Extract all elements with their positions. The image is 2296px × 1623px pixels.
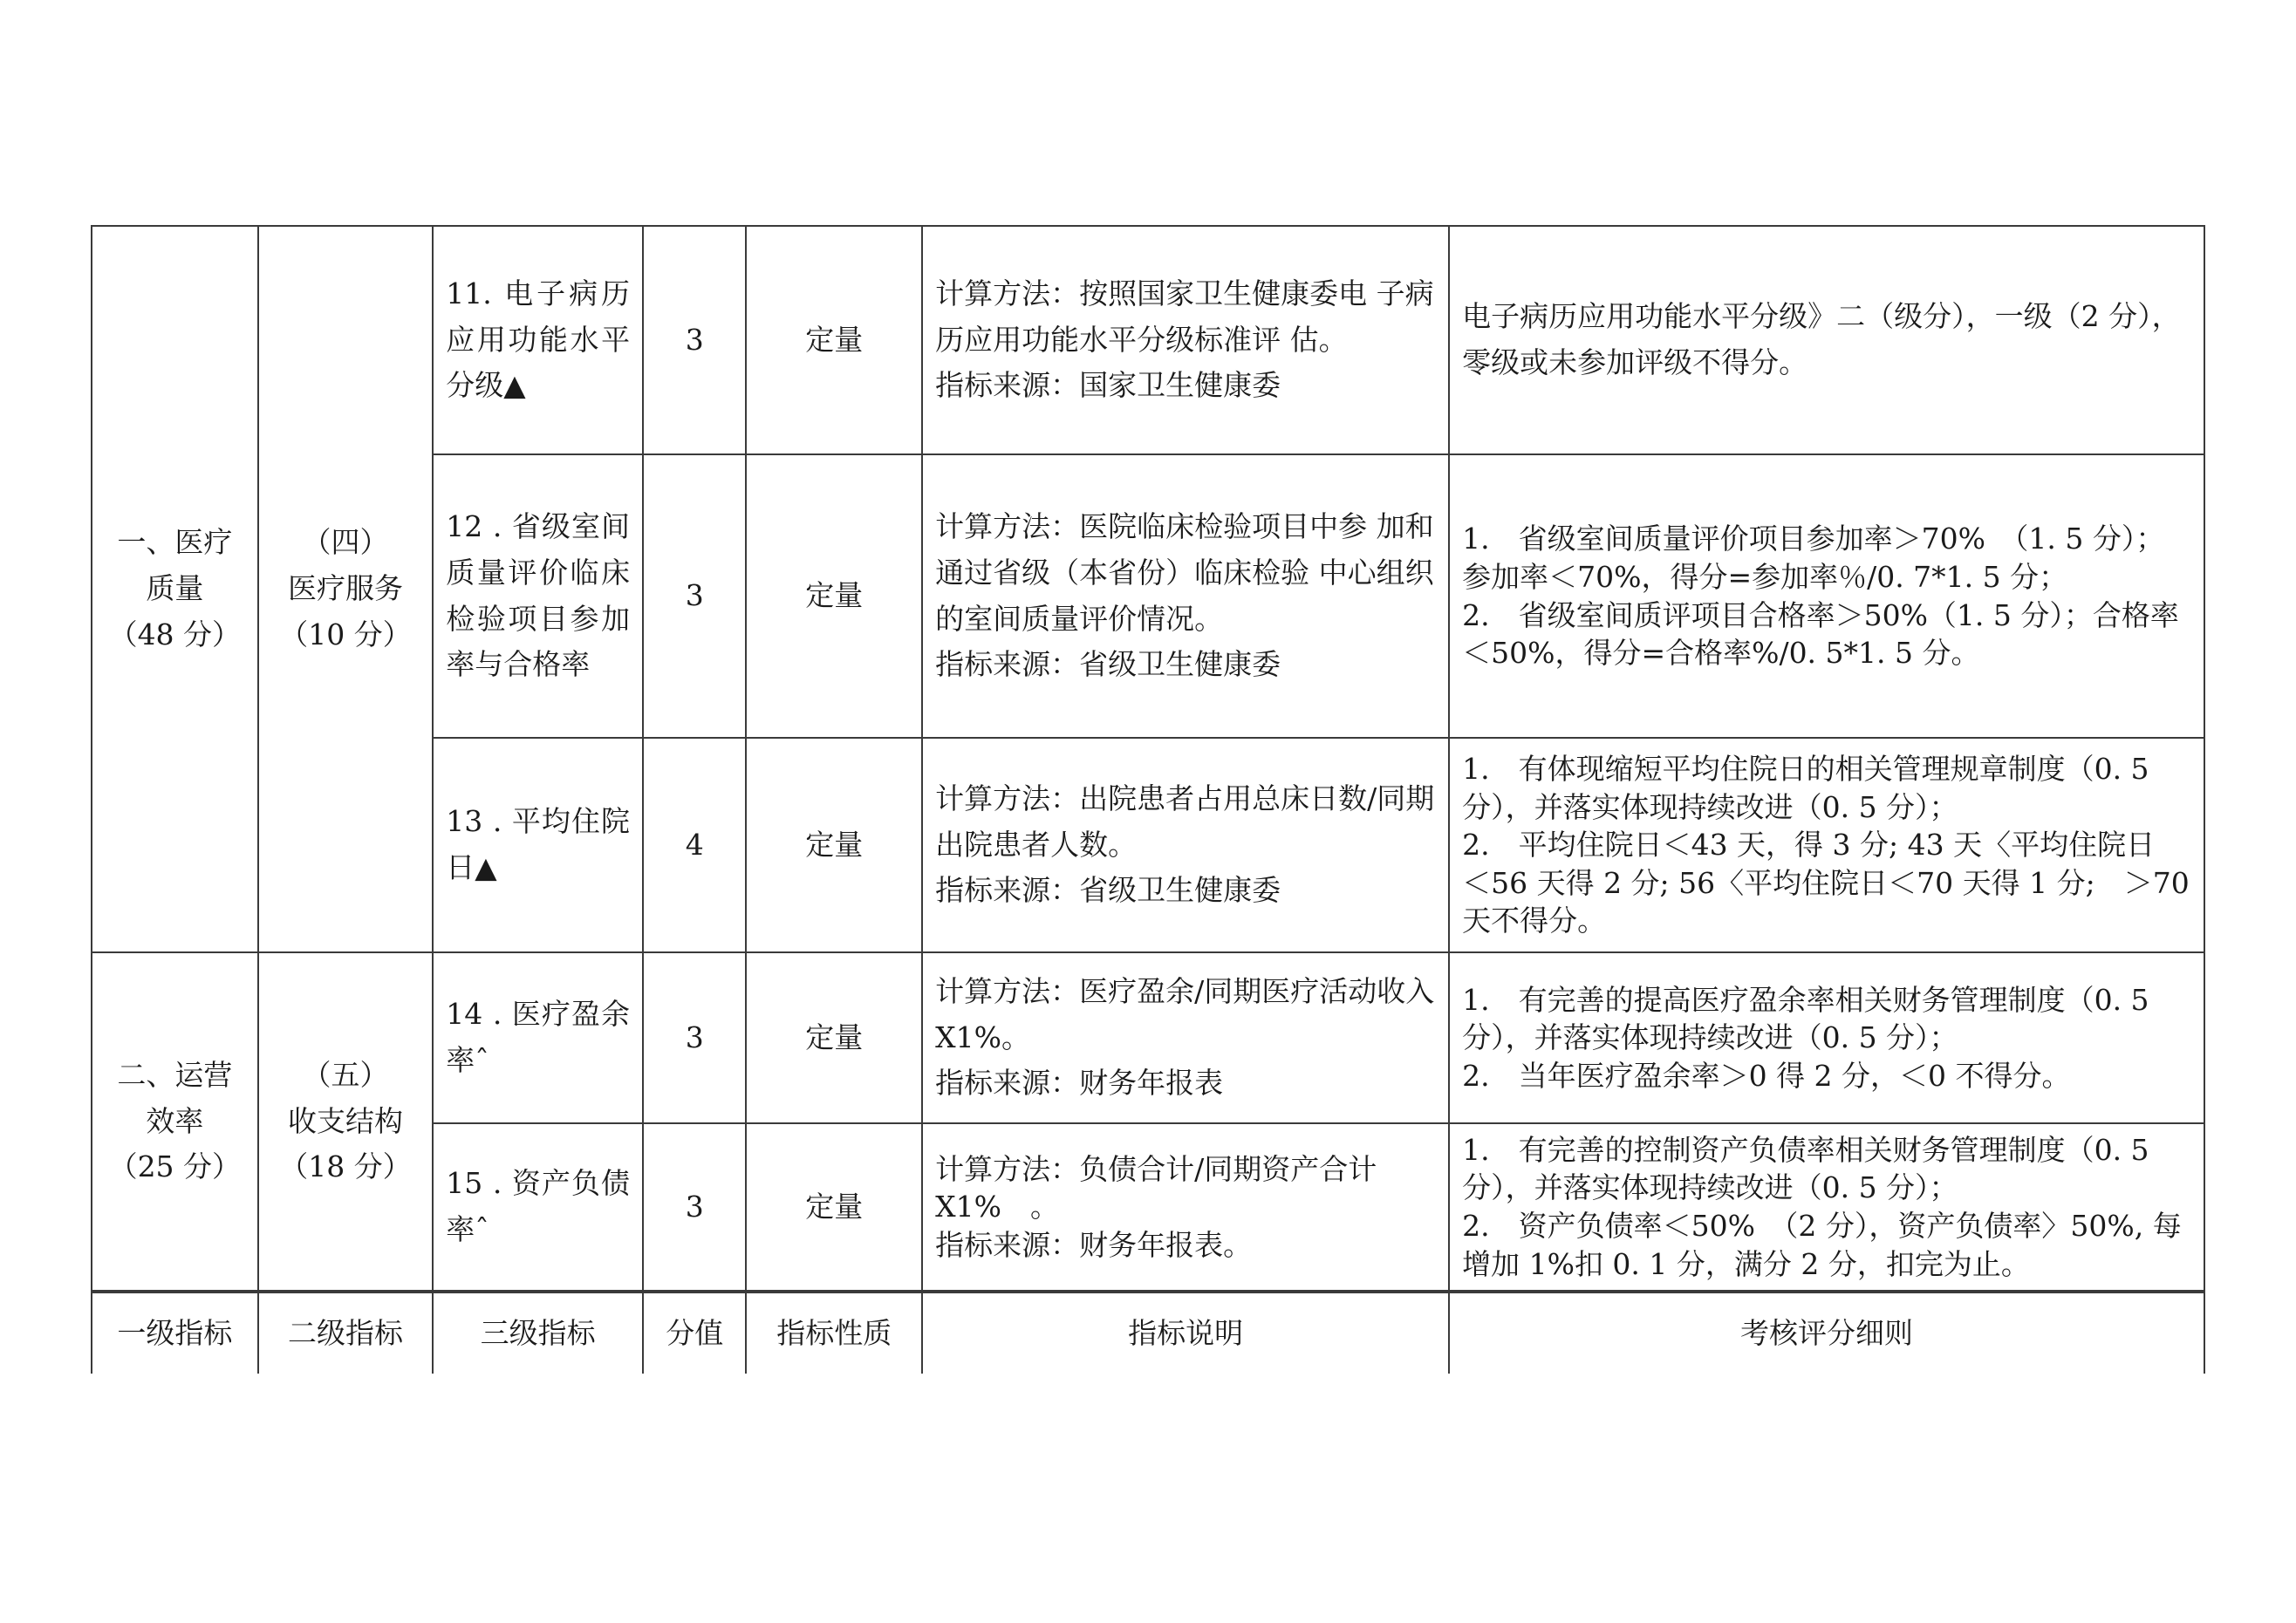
level3-cell: 13 . 平均住院日▲ <box>433 738 643 952</box>
header-row <box>92 1292 2204 1374</box>
score-cell: 3 <box>643 454 746 738</box>
calc-method-text: 计算方法：负债合计/同期资产合计 X1% 。 <box>935 1151 1377 1224</box>
source-text: 指标来源：国家卫生健康委 <box>935 368 1281 403</box>
rule-text: 1. 有完善的提高医疗盈余率相关财务管理制度（0. 5 分），并落实体现持续改进（0. 5 分）； <box>1462 982 2149 1055</box>
source-text: 指标来源：财务年报表。 <box>935 1227 1253 1262</box>
source-text: 指标来源：省级卫生健康委 <box>935 873 1281 908</box>
level3-cell: 12 . 省级室间质量评价临床检验项目参加率与合格率 <box>433 454 643 738</box>
header-description: 指标说明 <box>922 1292 1449 1374</box>
calc-method-text: 计算方法：医院临床检验项目中参 加和通过省级（本省份）临床检验 中心组织的室间质量评价情况。 <box>935 508 1434 636</box>
nature-cell: 定量 <box>746 952 922 1123</box>
rules-cell <box>1449 738 2204 952</box>
source-text: 指标来源：财务年报表 <box>935 1066 1224 1101</box>
header-level1: 一级指标 <box>92 1292 258 1374</box>
rules-cell <box>1449 226 2204 454</box>
rule-text: 1. 有体现缩短平均住院日的相关管理规章制度（0. 5 分），并落实体现持续改进（0. 5 分）； <box>1462 752 2149 824</box>
nature-cell: 定量 <box>746 226 922 454</box>
description-cell <box>922 226 1449 454</box>
rule-text: 1. 有完善的控制资产负债率相关财务管理制度（0. 5 分），并落实体现持续改进（0. 5 分）； <box>1462 1132 2149 1205</box>
rule-text: 2. 平均住院日＜43 天，得 3 分; 43 天〈平均住院日 ＜56 天得 2 分; 56〈平均住院日＜70 天得 1 分; ＞70 天不得分。 <box>1462 828 2190 938</box>
level3-cell: 15 . 资产负债率ˆ <box>433 1123 643 1292</box>
rules-cell <box>1449 952 2204 1123</box>
rule-text: 2. 当年医疗盈余率＞0 得 2 分，＜0 不得分。 <box>1462 1058 2071 1093</box>
level1-cell: 一、医疗 质量 （48 分） <box>92 226 258 952</box>
rule-text: 1. 省级室间质量评价项目参加率＞70% （1. 5 分）；参加率＜70%，得分=参加率％/0. 7*1. 5 分； <box>1462 522 2165 594</box>
score-cell: 3 <box>643 952 746 1123</box>
header-score: 分值 <box>643 1292 746 1374</box>
calc-method-text: 计算方法：按照国家卫生健康委电 子病历应用功能水平分级标准评 估。 <box>935 276 1434 357</box>
header-level3: 三级指标 <box>433 1292 643 1374</box>
rules-cell <box>1449 1123 2204 1292</box>
level3-cell: 14 . 医疗盈余率ˆ <box>433 952 643 1123</box>
calc-method-text: 计算方法：出院患者占用总床日数/同期出院患者人数。 <box>935 781 1435 862</box>
table-row <box>92 226 2204 454</box>
description-cell <box>922 454 1449 738</box>
score-cell: 4 <box>643 738 746 952</box>
rule-text: 2. 资产负债率＜50% （2 分），资产负债率〉50%, 每增加 1%扣 0. 1 分，满分 2 分，扣完为止。 <box>1462 1209 2182 1281</box>
nature-cell: 定量 <box>746 738 922 952</box>
description-cell <box>922 738 1449 952</box>
rule-text: 2. 省级室间质评项目合格率＞50%（1. 5 分）；合格率＜50%，得分=合格率%/0. 5*1. 5 分。 <box>1462 597 2179 671</box>
level1-cell: 二、运营 效率 （25 分） <box>92 952 258 1292</box>
table-row <box>92 952 2204 1123</box>
header-level2: 二级指标 <box>258 1292 434 1374</box>
calc-method-text: 计算方法：医疗盈余/同期医疗活动收入 X1%。 <box>935 973 1435 1054</box>
nature-cell: 定量 <box>746 1123 922 1292</box>
rule-text: 电子病历应用功能水平分级》二（级分），一级（2 分），零级或未参加评级不得分。 <box>1462 299 2181 379</box>
nature-cell: 定量 <box>746 454 922 738</box>
description-cell <box>922 952 1449 1123</box>
header-rules: 考核评分细则 <box>1449 1292 2204 1374</box>
source-text: 指标来源：省级卫生健康委 <box>935 647 1281 682</box>
level3-cell: 11. 电子病历应用功能水平分级▲ <box>433 226 643 454</box>
header-nature: 指标性质 <box>746 1292 922 1374</box>
level2-cell: （四） 医疗服务 （10 分） <box>258 226 434 952</box>
score-cell: 3 <box>643 1123 746 1292</box>
score-cell: 3 <box>643 226 746 454</box>
rules-cell <box>1449 454 2204 738</box>
indicator-table <box>91 225 2205 1374</box>
description-cell <box>922 1123 1449 1292</box>
level2-cell: （五） 收支结构 （18 分） <box>258 952 434 1292</box>
